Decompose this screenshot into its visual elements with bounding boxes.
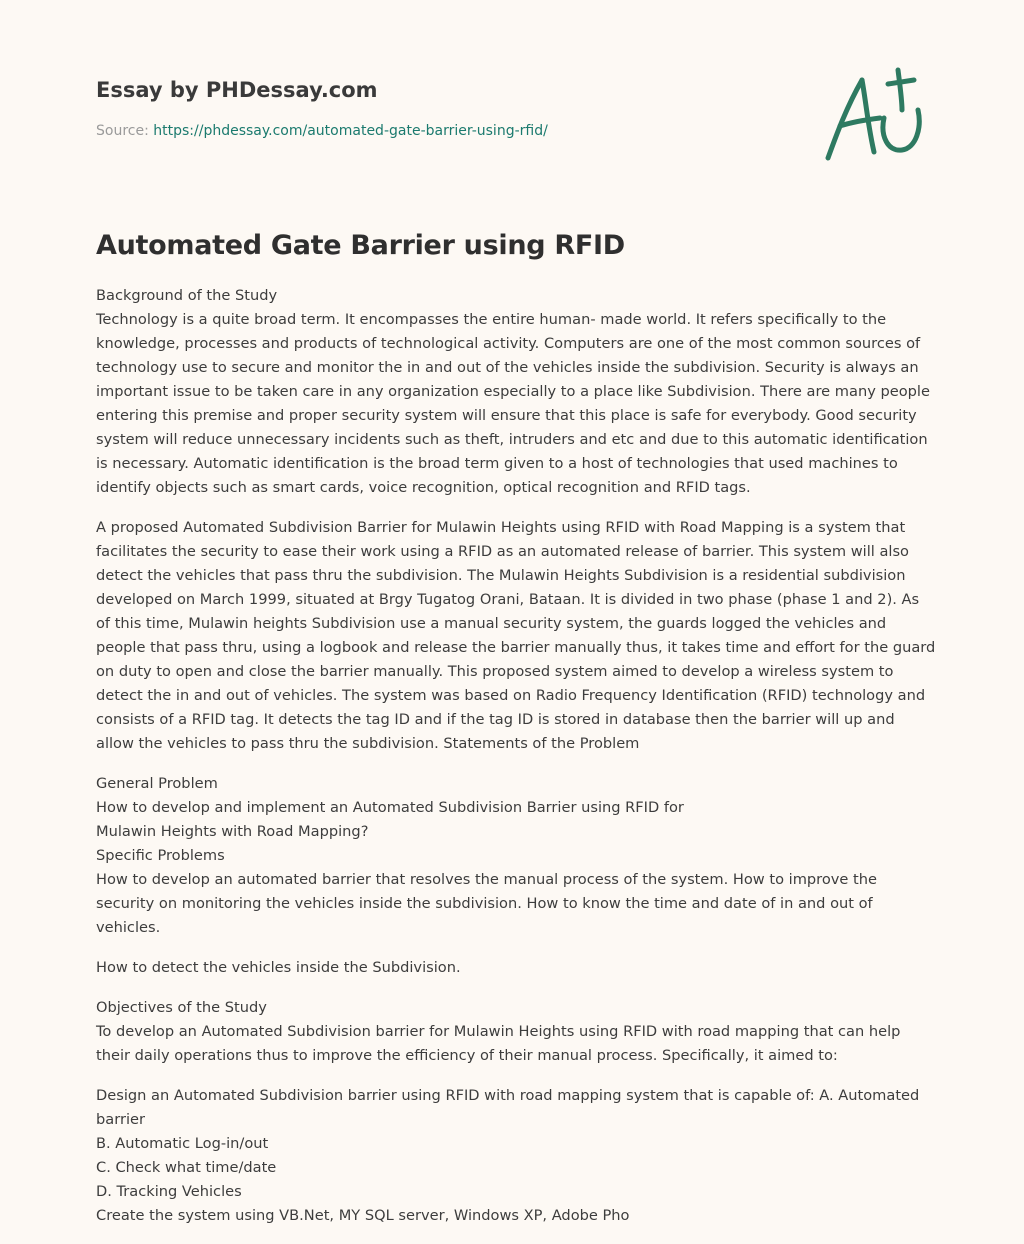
paragraph-background	[96, 284, 936, 500]
section-heading-objectives: Objectives of the Study	[96, 999, 267, 1016]
section-heading-general-problem: General Problem	[96, 775, 218, 792]
page-header	[96, 76, 796, 141]
specific-problems-text: How to develop an automated barrier that resolves the manual process of the system. How to improve the security on monitoring the vehicles inside the subdivision. How to know the time and date of in and out of vehicles.	[96, 871, 877, 936]
essay-body	[96, 284, 936, 1244]
source-label: Source:	[96, 123, 149, 139]
paragraph-detect: How to detect the vehicles inside the Subdivision.	[96, 959, 461, 976]
paragraph-objectives	[96, 996, 936, 1068]
general-problem-line: Mulawin Heights with Road Mapping?	[96, 823, 369, 840]
section-heading-background: Background of the Study	[96, 287, 278, 304]
section-heading-specific-problems: Specific Problems	[96, 847, 225, 864]
source-link[interactable]: https://phdessay.com/automated-gate-barrier-using-rfid/	[153, 123, 548, 139]
design-closing: Create the system using VB.Net, MY SQL server, Windows XP, Adobe Pho	[96, 1207, 630, 1224]
general-problem-line: How to develop and implement an Automated Subdivision Barrier using RFID for	[96, 799, 684, 816]
paragraph-text: Technology is a quite broad term. It encompasses the entire human- made world. It refers specifically to the knowledge, processes and products of technological activity. Computers are one of the most common sources of technology use to secure and monitor the in and out of the vehicles inside the subdivision. Security is always an important issue to be taken care in any organization especially to a place like Subdivision. There are many people entering this premise and proper security system will ensure that this place is safe for everybody. Good security system will reduce unnecessary incidents such as theft, intruders and etc and due to this automatic identification is necessary. Automatic identification is the broad term given to a host of technologies that used machines to identify objects such as smart cards, voice recognition, optical recognition and RFID tags.	[96, 311, 930, 496]
essay-title: Automated Gate Barrier using RFID	[96, 230, 625, 261]
site-title: Essay by PHDessay.com	[96, 78, 378, 102]
list-item: B. Automatic Log-in/out	[96, 1135, 269, 1152]
objectives-text: To develop an Automated Subdivision barrier for Mulawin Heights using RFID with road mapping that can help their daily operations thus to improve the efficiency of their manual process. Specifically, it aimed to:	[96, 1023, 901, 1064]
design-intro: Design an Automated Subdivision barrier using RFID with road mapping system that is capable of: A. Automated barrier	[96, 1087, 920, 1128]
paragraph-problems	[96, 772, 936, 940]
list-item: D. Tracking Vehicles	[96, 1183, 242, 1200]
paragraph-design	[96, 1084, 936, 1228]
source-line	[96, 121, 796, 141]
list-item: C. Check what time/date	[96, 1159, 277, 1176]
a-plus-logo-icon	[818, 66, 928, 166]
paragraph-proposal: A proposed Automated Subdivision Barrier for Mulawin Heights using RFID with Road Mapping is a system that facilitates the security to ease their work using a RFID as an automated release of barrier. This system will also detect the vehicles that pass thru the subdivision. The Mulawin Heights Subdivision is a residential subdivision developed on March 1999, situated at Brgy Tugatog Orani, Bataan. It is divided in two phase (phase 1 and 2). As of this time, Mulawin heights Subdivision use a manual security system, the guards logged the vehicles and people that pass thru, using a logbook and release the barrier manually thus, it takes time and effort for the guard on duty to open and close the barrier manually. This proposed system aimed to develop a wireless system to detect the in and out of vehicles. The system was based on Radio Frequency Identification (RFID) technology and consists of a RFID tag. It detects the tag ID and if the tag ID is stored in database then the barrier will up and allow the vehicles to pass thru the subdivision. Statements of the Problem	[96, 519, 936, 752]
